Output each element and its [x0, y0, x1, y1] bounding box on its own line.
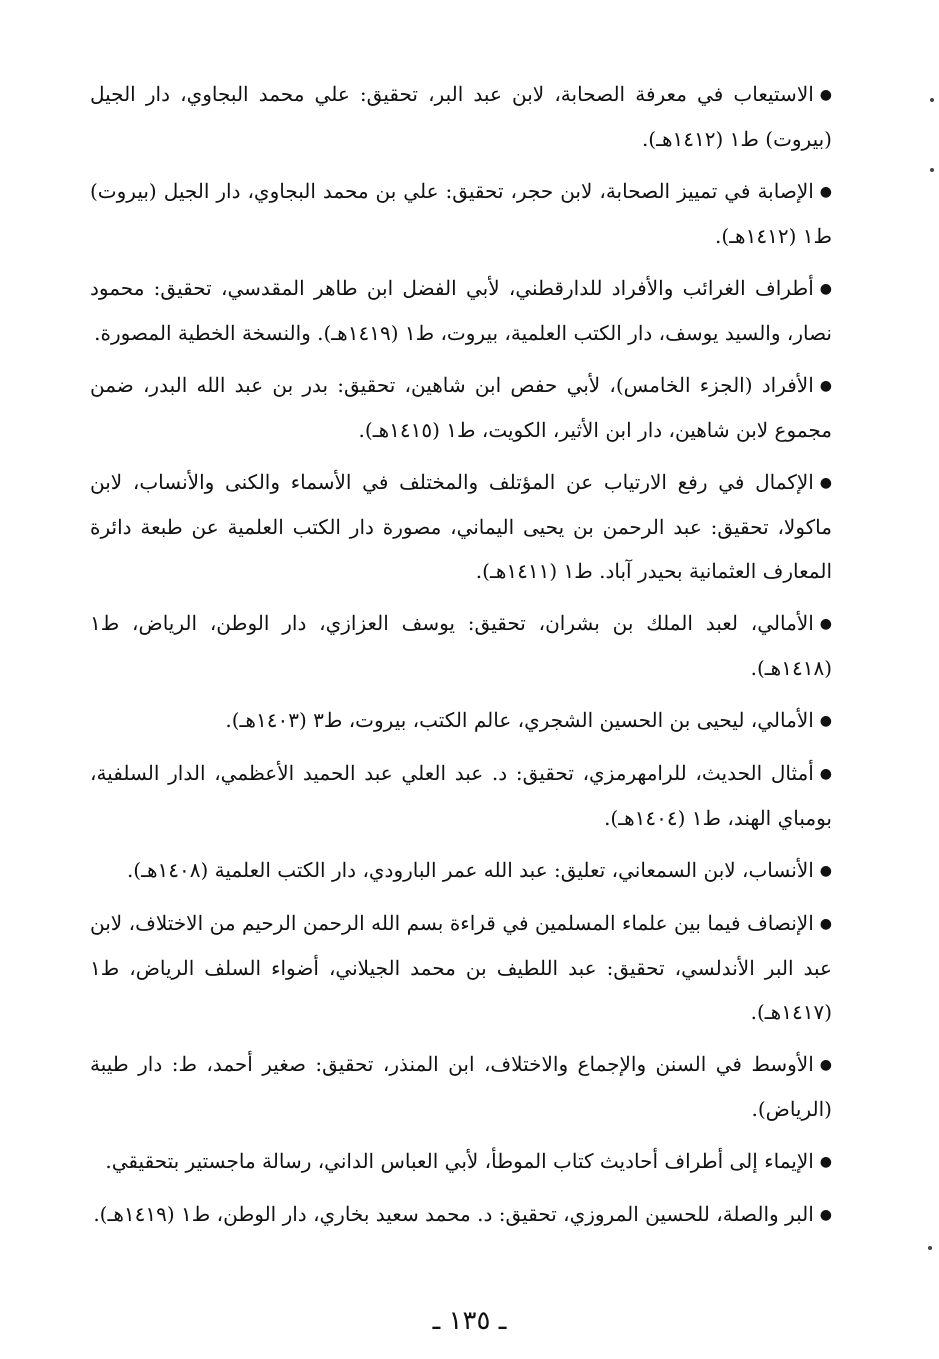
- entry-text: الأوسط في السنن والإجماع والاختلاف، ابن المنذر، تحقيق: صغير أحمد، ط: دار طيبة (الرياض).: [90, 1052, 832, 1121]
- bullet-icon: ●: [819, 1154, 832, 1170]
- scan-speck-icon: [930, 168, 934, 172]
- bibliography-entry: [90, 1192, 832, 1237]
- bullet-icon: ●: [819, 616, 832, 632]
- bibliography-entry: [90, 901, 832, 1034]
- bullet-icon: ●: [819, 475, 833, 491]
- entry-text: الأنساب، لابن السمعاني، تعليق: عبد الله عمر البارودي، دار الكتب العلمية (١٤٠٨هـ).: [126, 858, 814, 882]
- bullet-icon: ●: [819, 766, 832, 782]
- entry-text: الإكمال في رفع الارتياب عن المؤتلف والمختلف في الأسماء والكنى والأنساب، لابن ماكولا، تحقيق: عبد الرحمن بن يحيى اليماني، مصورة دار الكتب العلمية عن طبعة دائرة المعارف العثمانية بحيدر آباد. ط١ (١٤١١هـ).: [90, 470, 832, 583]
- entry-text: أمثال الحديث، للرامهرمزي، تحقيق: د. عبد العلي عبد الحميد الأعظمي، الدار السلفية، بومباي الهند، ط١ (١٤٠٤هـ).: [90, 761, 832, 830]
- bullet-icon: ●: [819, 916, 832, 932]
- bibliography-entry: [90, 698, 832, 743]
- entry-text: الأمالي، لعبد الملك بن بشران، تحقيق: يوسف العزازي، دار الوطن، الرياض، ط١ (١٤١٨هـ).: [90, 611, 832, 680]
- bullet-icon: ●: [819, 713, 832, 729]
- bibliography-entry: [90, 1139, 832, 1184]
- bibliography-entry: [90, 848, 832, 893]
- bibliography-list: [90, 72, 832, 1245]
- bullet-icon: ●: [819, 863, 832, 879]
- entry-text: أطراف الغرائب والأفراد للدارقطني، لأبي الفضل ابن طاهر المقدسي، تحقيق: محمود نصار، والسيد يوسف، دار الكتب العلمية، بيروت، ط١ (١٤١٩هـ). والنسخة الخطية المصورة.: [90, 276, 832, 345]
- bullet-icon: ●: [819, 184, 832, 200]
- bibliography-entry: [90, 363, 832, 452]
- bibliography-entry: [90, 751, 832, 840]
- bibliography-entry: [90, 1042, 832, 1131]
- entry-text: الإصابة في تمييز الصحابة، لابن حجر، تحقيق: علي بن محمد البجاوي، دار الجيل (بيروت) ط١ (١٤١٢هـ).: [90, 179, 832, 248]
- bullet-icon: ●: [819, 378, 832, 394]
- scan-speck-icon: [930, 98, 934, 102]
- bullet-icon: ●: [819, 87, 832, 103]
- entry-text: الإيماء إلى أطراف أحاديث كتاب الموطأ، لأبي العباس الداني، رسالة ماجستير بتحقيقي.: [105, 1149, 814, 1173]
- bibliography-entry: [90, 72, 832, 161]
- bibliography-entry: [90, 601, 832, 690]
- bullet-icon: ●: [819, 1207, 832, 1223]
- entry-text: الاستيعاب في معرفة الصحابة، لابن عبد البر، تحقيق: علي محمد البجاوي، دار الجيل (بيروت) ط١ (١٤١٢هـ).: [90, 82, 832, 151]
- page-number: ـ ١٣٥ ـ: [432, 1306, 507, 1336]
- entry-text: الأمالي، ليحيى بن الحسين الشجري، عالم الكتب، بيروت، ط٣ (١٤٠٣هـ).: [225, 708, 814, 732]
- bullet-icon: ●: [819, 281, 832, 297]
- bibliography-entry: [90, 266, 832, 355]
- entry-text: الإنصاف فيما بين علماء المسلمين في قراءة بسم الله الرحمن الرحيم من الاختلاف، لابن عبد البر الأندلسي، تحقيق: عبد اللطيف بن محمد الجيلاني، أضواء السلف الرياض، ط١ (١٤١٧هـ).: [90, 911, 832, 1024]
- bibliography-entry: [90, 460, 832, 593]
- bibliography-entry: [90, 169, 832, 258]
- scan-speck-icon: [928, 1246, 932, 1250]
- bullet-icon: ●: [819, 1057, 832, 1073]
- entry-text: البر والصلة، للحسين المروزي، تحقيق: د. محمد سعيد بخاري، دار الوطن، ط١ (١٤١٩هـ).: [93, 1202, 814, 1226]
- entry-text: الأفراد (الجزء الخامس)، لأبي حفص ابن شاهين، تحقيق: بدر بن عبد الله البدر، ضمن مجموع لابن شاهين، دار ابن الأثير، الكويت، ط١ (١٤١٥هـ).: [90, 373, 832, 442]
